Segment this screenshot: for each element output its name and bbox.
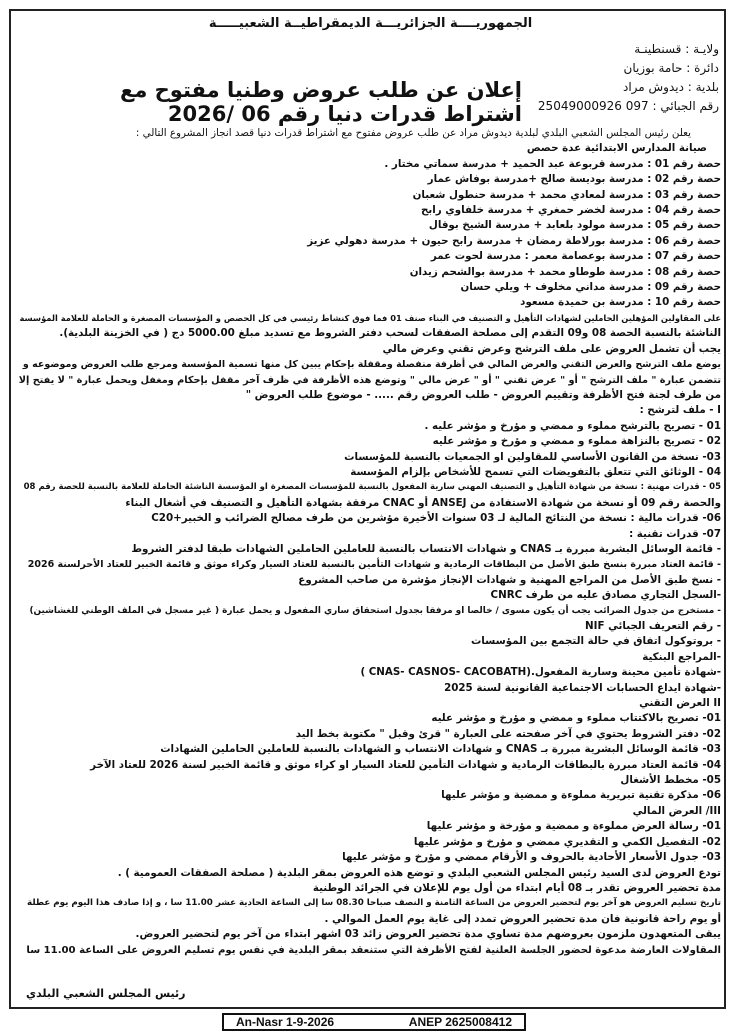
lot-item: حصة رقم 09 : مدرسة مداني مخلوف + ويلي حسان <box>460 281 721 294</box>
announcement-title: إعلان عن طلب عروض وطنيا مفتوح مع اشتراط قدرات دنيا رقم 06 /2026 <box>119 78 522 126</box>
body-line: مدة تحضير العروض تقدر بـ 08 أيام ابتداء من أول يوم للإعلان في الجرائد الوطنية <box>312 881 721 894</box>
body-line: 02- دفتر الشروط يحتوي في آخر صفحته على العبارة " قرئ وقبل " مكتوبة بخط اليد <box>295 727 721 740</box>
body-line: تتضمن عبارة " ملف الترشح " أو " عرض تقني " أو " عرض مالي " وتوضع هذه الأظرفة في ظرف آخر مقفل بإحكام ومغفل ويحمل عبارة " لا يفتح إلا <box>18 374 721 386</box>
body-line: تودع العروض لدى السيد رئيس المجلس الشعبي البلدي و توضع هذه العروض بمقر البلدية ( مصلحة الصفقات العمومية ) . <box>117 866 721 879</box>
lot-item: حصة رقم 06 : مدرسة بورلاطة رمضان + مدرسة رابح حيون + مدرسة دهولي عزيز <box>307 234 721 247</box>
lot-item: حصة رقم 05 : مدرسة مولود بلعابد + مدرسة الشيخ بوقال <box>428 219 721 232</box>
body-line: على المقاولين المؤهلين الحاملين لشهادات التأهيل و التصنيف في البناء صنف 01 فما فوق كنشاط رئيسي في كل الحصص و المؤسسات المصغرة و الحاملة للعلامة المؤسسة <box>19 312 721 323</box>
body-line: 05- مخطط الأشغال <box>620 774 721 787</box>
body-line: 06- مذكرة تقنية تبريرية مملوءة و ممضية و مؤشر عليها <box>441 789 721 802</box>
republic-header: الجمهوريــــة الجزائريـــة الديمقراطيــة الشعبيـــــة <box>208 16 533 31</box>
issuer-block <box>519 40 719 116</box>
body-line: يوضع ملف الترشح والعرض التقني والعرض المالي في أظرفة منفصلة ومقفلة بإحكام يبين كل منها تسمية المؤسسة ومرجع طلب العروض وموضوعه و <box>22 359 721 371</box>
lot-item: حصة رقم 04 : مدرسة لخضر حمغري + مدرسة خلفاوي رابح <box>420 204 721 217</box>
commune-line: بلدية : ديدوش مراد <box>622 80 719 94</box>
body-line: 02- التفصيل الكمي و التقديري ممضي و مؤرخ و مؤشر عليها <box>413 835 721 848</box>
body-line: والحصة رقم 09 أو نسخة من شهادة الاستفادة من ANSEJ أو CNAC مرفقة بشهادة التأهيل و التصنيف في أشغال البناء <box>125 496 721 509</box>
body-line: -السجل التجاري مصادق عليه من طرف CNRC <box>490 589 721 602</box>
body-line: من طرف لجنة فتح الأظرفة وتقييم العروض - طلب العروض رقم ..... - موضوع طلب العروض " <box>245 388 721 401</box>
body-line: 01- تصريح بالاكتتاب مملوء و ممضي و مؤرخ و مؤشر عليه <box>431 712 721 725</box>
publication-footer <box>222 1013 526 1031</box>
signature: رئيس المجلس الشعبي البلدي <box>26 987 186 1000</box>
body-line: - رقم التعريف الجبائي NIF <box>585 620 721 632</box>
lot-item: حصة رقم 03 : مدرسة لمعادي محمد + مدرسة حنطول شعبان <box>412 188 721 201</box>
body-line: يبقى المتعهدون ملزمون بعروضهم مدة تساوي مدة تحضير العروض زائد 03 اشهر ابتداء من آخر يوم لتحضير العروض. <box>135 928 721 941</box>
lot-item: حصة رقم 08 : مدرسة طوطاو محمد + مدرسة بوالشحم زيدان <box>409 265 721 278</box>
body-line: 03- قائمة الوسائل البشرية مبررة بـ CNAS و شهادات الانتساب و الشهادات بالنسبة للعاملين الحاملين الشهادات <box>160 743 721 756</box>
body-line: 04 - الوثائق التي تتعلق بالتفويضات التي تسمح للأشخاص بإلزام المؤسسة <box>350 465 721 478</box>
nif-line: رقم الجبائي : 097 25049000926 <box>537 99 719 113</box>
lot-item: حصة رقم 02 : مدرسة بوديسة صالح +مدرسة بوفاش عمار <box>427 173 721 186</box>
body-line: المقاولات العارضة مدعوة لحضور الجلسة العلنية لفتح الأظرفة التي ستنعقد بمقر البلدية في نفس يوم تسليم العروض على الساعة 11.00 سا <box>26 944 721 956</box>
footer-newspaper: An-Nasr 1-9-2026 <box>236 1015 335 1029</box>
announcement-body <box>18 126 721 958</box>
body-line: الناشئة بالنسبة الحصة 08 و09 التقدم إلى مصلحة الصفقات لسحب دفتر الشروط مع تسديد مبلغ 5000.00 دج ( في الخزينة البلدية). <box>59 327 721 340</box>
body-line: -شهادة ايداع الحسابات الاجتماعية القانونية لسنة 2025 <box>444 681 721 694</box>
requirements-list <box>18 311 721 958</box>
intro-line: يعلن رئيس المجلس الشعبي البلدي لبلدية ديدوش مراد عن طلب عروض مفتوح مع اشتراط قدرات دنيا قصد انجاز المشروع التالي : <box>135 127 691 139</box>
daira-line: دائرة : حامة بوزيان <box>623 61 719 75</box>
body-line: III/ العرض المالي <box>632 804 721 817</box>
body-line: - قائمة العتاد مبررة بنسخ طبق الأصل من البطاقات الرمادية و شهادات التأمين بالنسبة للعتاد السيار وكراء موثق و قائمة الخبير للعتاد الأحرلسنة 2026 <box>27 559 721 571</box>
intro-project: صيانة المدارس الابتدائية عدة حصص <box>526 142 707 155</box>
lot-item: حصة رقم 10 : مدرسة بن حميدة مسعود <box>520 296 721 309</box>
body-line: - نسخ طبق الأصل من المراجع المهنية و شهادات الإنجاز مؤشرة من صاحب المشروع <box>298 573 721 586</box>
body-line: يجب أن تشمل العروض على ملف الترشح وعرض تقني وعرض مالي <box>382 342 721 355</box>
footer-anep-ref: ANEP 2625008412 <box>408 1015 512 1029</box>
body-line: 03- نسخة من القانون الأساسي للمقاولين او الجمعيات بالنسبة للمؤسسات <box>344 450 721 463</box>
body-line: - بروتوكول اتفاق في حالة التجمع بين المؤسسات <box>470 635 721 648</box>
body-line: 04- قائمة العتاد مبررة بالبطاقات الرمادية و شهادات التأمين للعتاد السيار او كراء موثق و قائمة الخبير لسنة 2026 للعتاد الآخر <box>90 758 721 771</box>
body-line: 02 - تصريح بالنزاهة مملوء و ممضي و مؤرخ و مؤشر عليه <box>432 435 721 448</box>
lots-list <box>18 157 721 311</box>
body-line: تاريخ تسليم العروض هو آخر يوم لتحضير العروض من الساعة الثامنة و النصف صباحا 08.30 سا إلى الساعة الحادية عشر 11.00 سا ، و إذا صادف هذا اليوم يوم عطلة <box>27 898 721 909</box>
wilaya-line: ولايـة : قسنطينـة <box>634 42 719 56</box>
body-line: - مستخرج من جدول الضرائب يجب أن يكون مسوى / خالصا او مرفقا بجدول استحقاق ساري المفعول و يحمل عبارة ( غير مسجل في الملف الوطني للغشاشين) <box>29 605 721 616</box>
body-line: 01 - تصريح بالترشح مملوء و ممضي و مؤرخ و مؤشر عليه . <box>424 419 721 432</box>
body-line: -شهادة تأمين محينة وسارية المفعول.(CNAS- CASNOS- CACOBATH ) <box>360 666 721 679</box>
body-line: أو يوم راحة قانونية فان مدة تحضير العروض تمدد إلى غاية يوم العمل الموالي . <box>324 912 721 925</box>
lot-item: حصة رقم 01 : مدرسة قربوعة عبد الحميد + مدرسة سماتي مختار . <box>384 157 721 170</box>
lot-item: حصة رقم 07 : مدرسة بوعصامة معمر : مدرسة لحوت عمر <box>430 250 721 263</box>
body-line: 01- رسالة العرض مملوءة و ممضية و مؤرخة و مؤشر عليها <box>426 820 721 833</box>
body-line: I - ملف لترشح : <box>639 404 721 417</box>
body-line: II العرض التقني <box>639 697 721 710</box>
body-line: 07- قدرات تقنية : <box>629 527 721 540</box>
body-line: 06- قدرات مالية : نسخة من النتائج المالية لـ 03 سنوات الأخيرة مؤشرين من طرف مصالح الضرائب و الخبير+C20 <box>151 512 721 525</box>
body-line: - قائمة الوسائل البشرية مبررة بـ CNAS و شهادات الانتساب بالنسبة للعاملين الحاملين الشهادات طبقا لدفتر الشروط <box>131 542 721 555</box>
body-line: 05 - قدرات مهنية : نسخة من شهادة التأهيل و التصنيف المهني سارية المفعول بالنسبة للمؤسسات المصغرة او المؤسسة الناشئة الحاملة للعلامة بالنسبة للحصة رقم 08 <box>23 482 721 493</box>
body-line: 03- جدول الأسعار الأحادية بالحروف و الأرقام ممضي و مؤرخ و مؤشر عليها <box>342 851 721 864</box>
body-line: -المراجع البنكية <box>642 650 721 663</box>
